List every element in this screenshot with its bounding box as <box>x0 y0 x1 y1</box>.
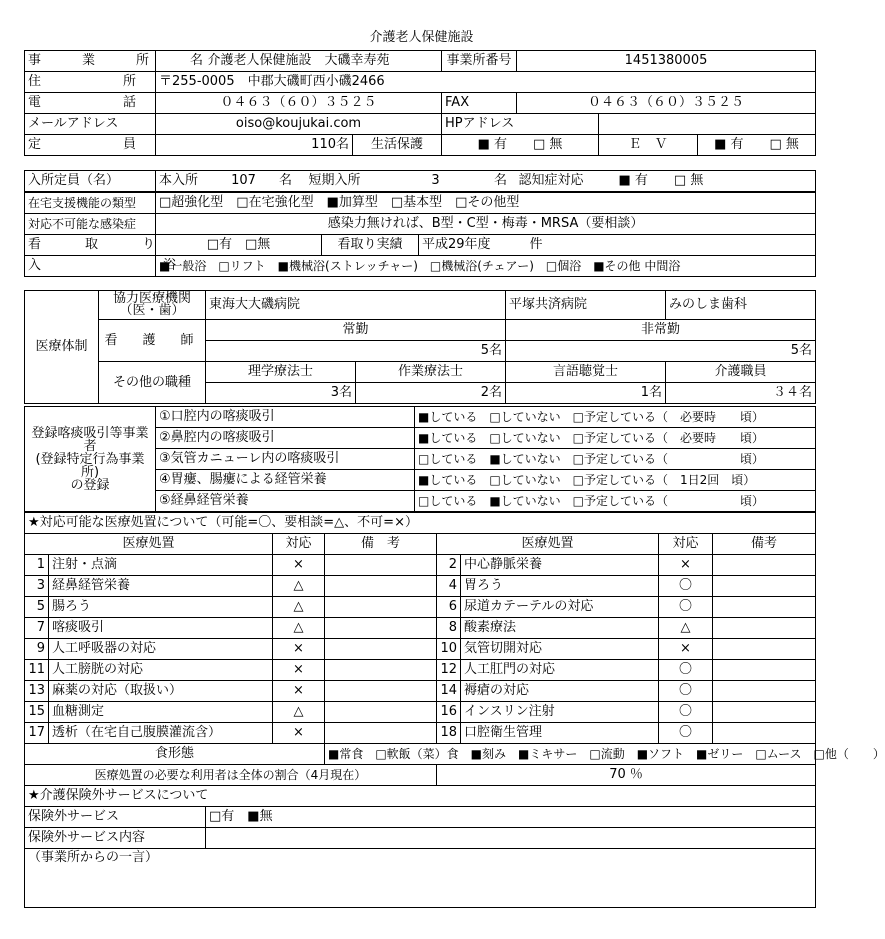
suction-status-4: ■している □していない □予定している（ 1日2回 頃） <box>415 470 816 491</box>
infection-value: 感染力無ければ、B型・C型・梅毒・MRSA（要相談） <box>156 214 816 235</box>
proc-name: 胃ろう <box>461 576 659 597</box>
hp-value <box>599 114 816 135</box>
office-number-value: 1451380005 <box>517 51 816 72</box>
proc-notes <box>713 702 816 723</box>
proc-notes <box>325 660 437 681</box>
suction-item-3: ③気管カニューレ内の喀痰吸引 <box>156 449 415 470</box>
proc-num: 14 <box>437 681 461 702</box>
ot-header: 作業療法士 <box>356 362 506 383</box>
proc-notes <box>713 576 816 597</box>
care-ratio-value: 70 ％ <box>437 765 816 786</box>
extra-service-content-value <box>206 828 816 849</box>
proc-name: 人工膀胱の対応 <box>49 660 273 681</box>
fax-label: FAX <box>442 93 517 114</box>
proc-name: 血糖測定 <box>49 702 273 723</box>
bath-value: ■一般浴 □リフト ■機械浴(ストレッチャー) □機械浴(チェアー) □個浴 ■その他 中間浴 <box>156 256 816 277</box>
short-stay-value: 3 <box>386 171 486 192</box>
proc-name: 褥瘡の対応 <box>461 681 659 702</box>
proc-name: 経鼻経管栄養 <box>49 576 273 597</box>
other-staff-label: その他の職種 <box>99 362 206 404</box>
nurse-label: 看 護 師 <box>99 320 206 362</box>
infection-label: 対応不可能な感染症 <box>25 214 156 235</box>
terminal-record-label: 看取り実績 <box>322 235 419 256</box>
extra-service-value: □有 ■無 <box>206 807 816 828</box>
medical-system-table <box>24 290 816 404</box>
proc-num: 13 <box>25 681 49 702</box>
table-row <box>25 723 816 744</box>
proc-name: 注射・点滴 <box>49 555 273 576</box>
hp-label: HPアドレス <box>442 114 599 135</box>
proc-num: 18 <box>437 723 461 744</box>
proc-response: 〇 <box>659 597 713 618</box>
proc-name: インスリン注射 <box>461 702 659 723</box>
proc-notes <box>713 618 816 639</box>
proc-name: 中心静脈栄養 <box>461 555 659 576</box>
care-ratio-label: 医療処置の必要な利用者は全体の割合（4月現在） <box>25 765 437 786</box>
proc-notes <box>713 639 816 660</box>
bath-label: 入 浴 <box>25 256 156 277</box>
proc-notes <box>713 681 816 702</box>
pt-value: 3名 <box>206 383 356 404</box>
proc-response: 〇 <box>659 681 713 702</box>
meal-form-label: 食形態 <box>25 744 325 765</box>
proc-num: 8 <box>437 618 461 639</box>
proc-response: × <box>659 555 713 576</box>
proc-num: 2 <box>437 555 461 576</box>
proc-num: 9 <box>25 639 49 660</box>
suction-item-5: ⑤経鼻経管栄養 <box>156 491 415 512</box>
proc-num: 11 <box>25 660 49 681</box>
proc-response: △ <box>659 618 713 639</box>
proc-response: 〇 <box>659 660 713 681</box>
care-staff-header: 介護職員 <box>666 362 816 383</box>
email-label: メールアドレス <box>25 114 156 135</box>
proc-response: 〇 <box>659 576 713 597</box>
capacity-label: 定 員 <box>25 135 156 156</box>
proc-name: 透析（在宅自己腹膜灌流含） <box>49 723 273 744</box>
proc-num: 5 <box>25 597 49 618</box>
extra-service-content-label: 保険外サービス内容 <box>25 828 206 849</box>
main-admission-label: 本入所 <box>156 171 222 192</box>
proc-name: 口腔衛生管理 <box>461 723 659 744</box>
proc-num: 3 <box>25 576 49 597</box>
proc-name: 麻薬の対応（取扱い） <box>49 681 273 702</box>
table-row <box>25 555 816 576</box>
proc-response: 〇 <box>659 702 713 723</box>
suction-registration-label: 登録喀痰吸引等事業者 (登録特定行為事業所) の登録 <box>25 407 156 512</box>
welfare-label: 生活保護 <box>353 135 442 156</box>
extra-services-table <box>24 785 816 908</box>
suction-item-2: ②鼻腔内の喀痰吸引 <box>156 428 415 449</box>
proc-response: × <box>273 660 325 681</box>
proc-response: × <box>659 639 713 660</box>
suction-item-4: ④胃瘻、腸瘻による経管栄養 <box>156 470 415 491</box>
table-row <box>25 576 816 597</box>
suction-status-3: □している ■していない □予定している（ 頃） <box>415 449 816 470</box>
proc-notes <box>713 555 816 576</box>
meal-form-value: ■常食 □軟飯（菜）食 ■刻み ■ミキサー □流動 ■ソフト ■ゼリー □ムース □他（ ） <box>325 744 816 765</box>
office-name-value: 介護老人保健施設 大磯幸寿苑 <box>156 51 442 72</box>
proc-name: 酸素療法 <box>461 618 659 639</box>
proc-name: 人工呼吸器の対応 <box>49 639 273 660</box>
partner-2: 平塚共済病院 <box>506 291 666 320</box>
terminal-care-value: □有 □無 <box>156 235 322 256</box>
proc-notes <box>325 597 437 618</box>
phone-value: ０４６３（６０）３５２５ <box>156 93 442 114</box>
proc-num: 1 <box>25 555 49 576</box>
admission-table <box>24 170 816 192</box>
nurse-fulltime-value: 5名 <box>206 341 506 362</box>
nurse-fulltime-header: 常勤 <box>206 320 506 341</box>
proc-name: 人工肛門の対応 <box>461 660 659 681</box>
procedures-table <box>24 512 885 786</box>
dementia-label: 認知症対応 <box>516 171 616 192</box>
proc-notes <box>713 723 816 744</box>
support-type-value: □超強化型 □在宅強化型 ■加算型 □基本型 □その他型 <box>156 193 816 214</box>
office-comment-label: （事業所からの一言） <box>28 850 159 865</box>
header-procedure-left: 医療処置 <box>25 534 273 555</box>
ot-value: 2名 <box>356 383 506 404</box>
short-stay-label: 短期入所 <box>306 171 386 192</box>
proc-response: △ <box>273 618 325 639</box>
phone-label: 電 話 <box>25 93 156 114</box>
suction-status-5: □している ■していない □予定している（ 頃） <box>415 491 816 512</box>
proc-num: 17 <box>25 723 49 744</box>
main-admission-value: 107 <box>222 171 266 192</box>
table-row <box>25 618 816 639</box>
admission-label: 入所定員（名） <box>25 171 156 192</box>
proc-name: 気管切開対応 <box>461 639 659 660</box>
office-number-label: 事業所番号 <box>442 51 517 72</box>
proc-response: × <box>273 723 325 744</box>
partner-institution-label: 協力医療機関 （医・歯） <box>99 291 206 320</box>
proc-response: △ <box>273 702 325 723</box>
proc-name: 喀痰吸引 <box>49 618 273 639</box>
partner-1: 東海大大磯病院 <box>206 291 506 320</box>
pt-header: 理学療法士 <box>206 362 356 383</box>
proc-notes <box>325 618 437 639</box>
header-notes-left: 備 考 <box>325 534 437 555</box>
table-row <box>25 660 816 681</box>
proc-name: 腸ろう <box>49 597 273 618</box>
main-admission-unit: 名 <box>266 171 306 192</box>
proc-notes <box>325 723 437 744</box>
welfare-value: ■ 有 □ 無 <box>442 135 599 156</box>
table-row <box>25 597 816 618</box>
proc-notes <box>325 681 437 702</box>
extra-services-heading: ★介護保険外サービスについて <box>25 786 816 807</box>
proc-notes <box>713 660 816 681</box>
proc-response: 〇 <box>659 723 713 744</box>
header-notes-right: 備考 <box>713 534 816 555</box>
proc-notes <box>325 576 437 597</box>
proc-name: 尿道カテーテルの対応 <box>461 597 659 618</box>
short-stay-unit: 名 <box>486 171 516 192</box>
table-row <box>25 702 816 723</box>
proc-notes <box>325 702 437 723</box>
basic-info-table <box>24 50 816 156</box>
page-title: 介護老人保健施設 <box>369 30 474 45</box>
proc-num: 10 <box>437 639 461 660</box>
suction-item-1: ①口腔内の喀痰吸引 <box>156 407 415 428</box>
nurse-parttime-header: 非常勤 <box>506 320 816 341</box>
st-value: 1名 <box>506 383 666 404</box>
header-procedure-right: 医療処置 <box>437 534 659 555</box>
terminal-care-label: 看 取 り <box>25 235 156 256</box>
proc-response: × <box>273 639 325 660</box>
ev-value: ■ 有 □ 無 <box>698 135 816 156</box>
support-type-label: 在宅支援機能の類型 <box>25 193 156 214</box>
proc-notes <box>325 639 437 660</box>
capacity-value: 110名 <box>156 135 353 156</box>
partner-3: みのしま歯科 <box>666 291 816 320</box>
proc-num: 7 <box>25 618 49 639</box>
suction-registration-table <box>24 406 816 512</box>
office-comment <box>25 849 816 908</box>
proc-num: 15 <box>25 702 49 723</box>
proc-num: 4 <box>437 576 461 597</box>
table-row <box>25 681 816 702</box>
nurse-parttime-value: 5名 <box>506 341 816 362</box>
st-header: 言語聴覚士 <box>506 362 666 383</box>
address-value: 〒255-0005 中郡大磯町西小磯2466 <box>156 72 816 93</box>
proc-response: × <box>273 555 325 576</box>
suction-status-2: ■している □していない □予定している（ 必要時 頃） <box>415 428 816 449</box>
proc-response: △ <box>273 597 325 618</box>
address-label: 住 所 <box>25 72 156 93</box>
extra-service-label: 保険外サービス <box>25 807 206 828</box>
proc-notes <box>713 597 816 618</box>
ev-label: Ｅ Ｖ <box>599 135 698 156</box>
header-response-left: 対応 <box>273 534 325 555</box>
procedures-heading: ★対応可能な医療処置について（可能=〇、要相談=△、不可=×） <box>25 513 816 534</box>
proc-response: × <box>273 681 325 702</box>
proc-num: 6 <box>437 597 461 618</box>
dementia-value: ■ 有 □ 無 <box>616 171 816 192</box>
care-staff-value: ３４名 <box>666 383 816 404</box>
proc-num: 12 <box>437 660 461 681</box>
office-name-label: 事 業 所 名 <box>25 51 156 72</box>
suction-status-1: ■している □していない □予定している（ 必要時 頃） <box>415 407 816 428</box>
table-row <box>25 639 816 660</box>
proc-notes <box>325 555 437 576</box>
terminal-record-value: 平成29年度 件 <box>419 235 816 256</box>
proc-num: 16 <box>437 702 461 723</box>
email-value: oiso@koujukai.com <box>156 114 442 135</box>
fax-value: ０４６３（６０）３５２５ <box>517 93 816 114</box>
medical-system-label: 医療体制 <box>25 291 99 404</box>
service-table <box>24 192 816 277</box>
header-response-right: 対応 <box>659 534 713 555</box>
proc-response: △ <box>273 576 325 597</box>
